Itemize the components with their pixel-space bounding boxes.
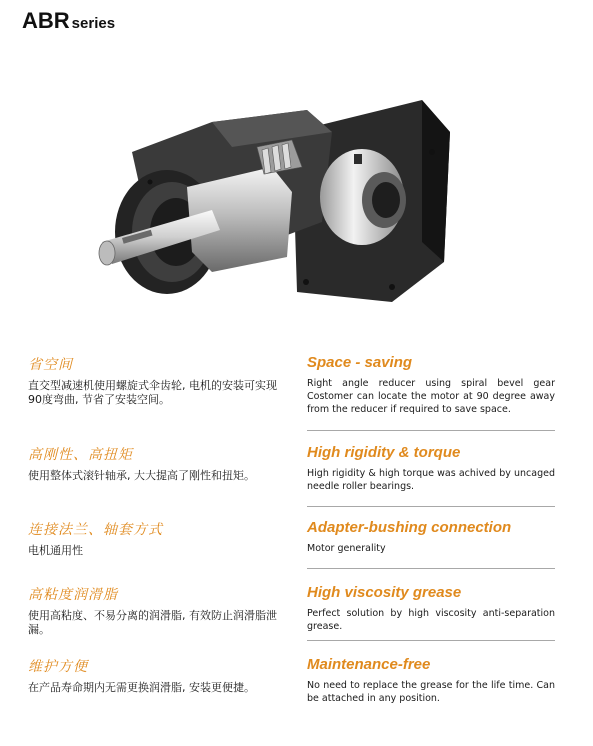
gearbox-cutaway-image: [92, 92, 462, 327]
feature-en-body: Perfect solution by high viscosity anti-separation grease.: [307, 608, 555, 632]
feature-en-title: Adapter-bushing connection: [307, 519, 512, 536]
feature-en-title: High viscosity grease: [307, 584, 462, 601]
feature-cn-body: 使用整体式滚针轴承, 大大提高了刚性和扭矩。: [28, 469, 255, 482]
series-name: ABR: [22, 8, 70, 33]
feature-cn-body: 直交型减速机使用螺旋式伞齿轮, 电机的安装可实现90度弯曲, 节省了安装空间。: [28, 379, 277, 406]
feature-cn-space-saving: [28, 354, 283, 407]
divider: [307, 640, 555, 641]
divider: [307, 430, 555, 431]
feature-en-adapter: [307, 519, 555, 555]
series-suffix: series: [71, 15, 116, 32]
feature-en-title: High rigidity & torque: [307, 444, 461, 461]
feature-en-grease: [307, 584, 555, 633]
divider: [307, 506, 555, 507]
feature-cn-maintenance: [28, 656, 283, 695]
feature-en-title: Maintenance-free: [307, 656, 431, 673]
feature-cn-adapter: [28, 519, 283, 558]
feature-cn-grease: [28, 584, 283, 637]
feature-en-body: High rigidity & high torque was achived by uncaged needle roller bearings.: [307, 468, 555, 492]
feature-en-body: No need to replace the grease for the life time. Can be attached in any position.: [307, 680, 555, 704]
feature-cn-body: 使用高粘度、不易分离的润滑脂, 有效防止润滑脂泄漏。: [28, 609, 277, 636]
feature-cn-title: 高刚性、高扭矩: [28, 447, 133, 463]
divider: [307, 568, 555, 569]
feature-en-maintenance: [307, 656, 555, 705]
feature-cn-rigidity: [28, 444, 283, 483]
feature-en-body: Right angle reducer using spiral bevel gear Costomer can locate the motor at 90 degree away from the reducer if required to save space.: [307, 378, 555, 415]
feature-cn-title: 维护方便: [28, 659, 88, 675]
feature-cn-title: 连接法兰、轴套方式: [28, 522, 163, 538]
feature-en-rigidity: [307, 444, 555, 493]
feature-cn-body: 在产品寿命期内无需更换润滑脂, 安装更便捷。: [28, 681, 255, 694]
feature-en-body: Motor generality: [307, 543, 386, 554]
feature-cn-title: 省空间: [28, 357, 73, 373]
feature-cn-body: 电机通用性: [28, 544, 83, 557]
feature-en-title: Space - saving: [307, 354, 413, 371]
feature-cn-title: 高粘度润滑脂: [28, 587, 118, 603]
series-title: [22, 8, 115, 34]
feature-en-space-saving: [307, 354, 555, 416]
